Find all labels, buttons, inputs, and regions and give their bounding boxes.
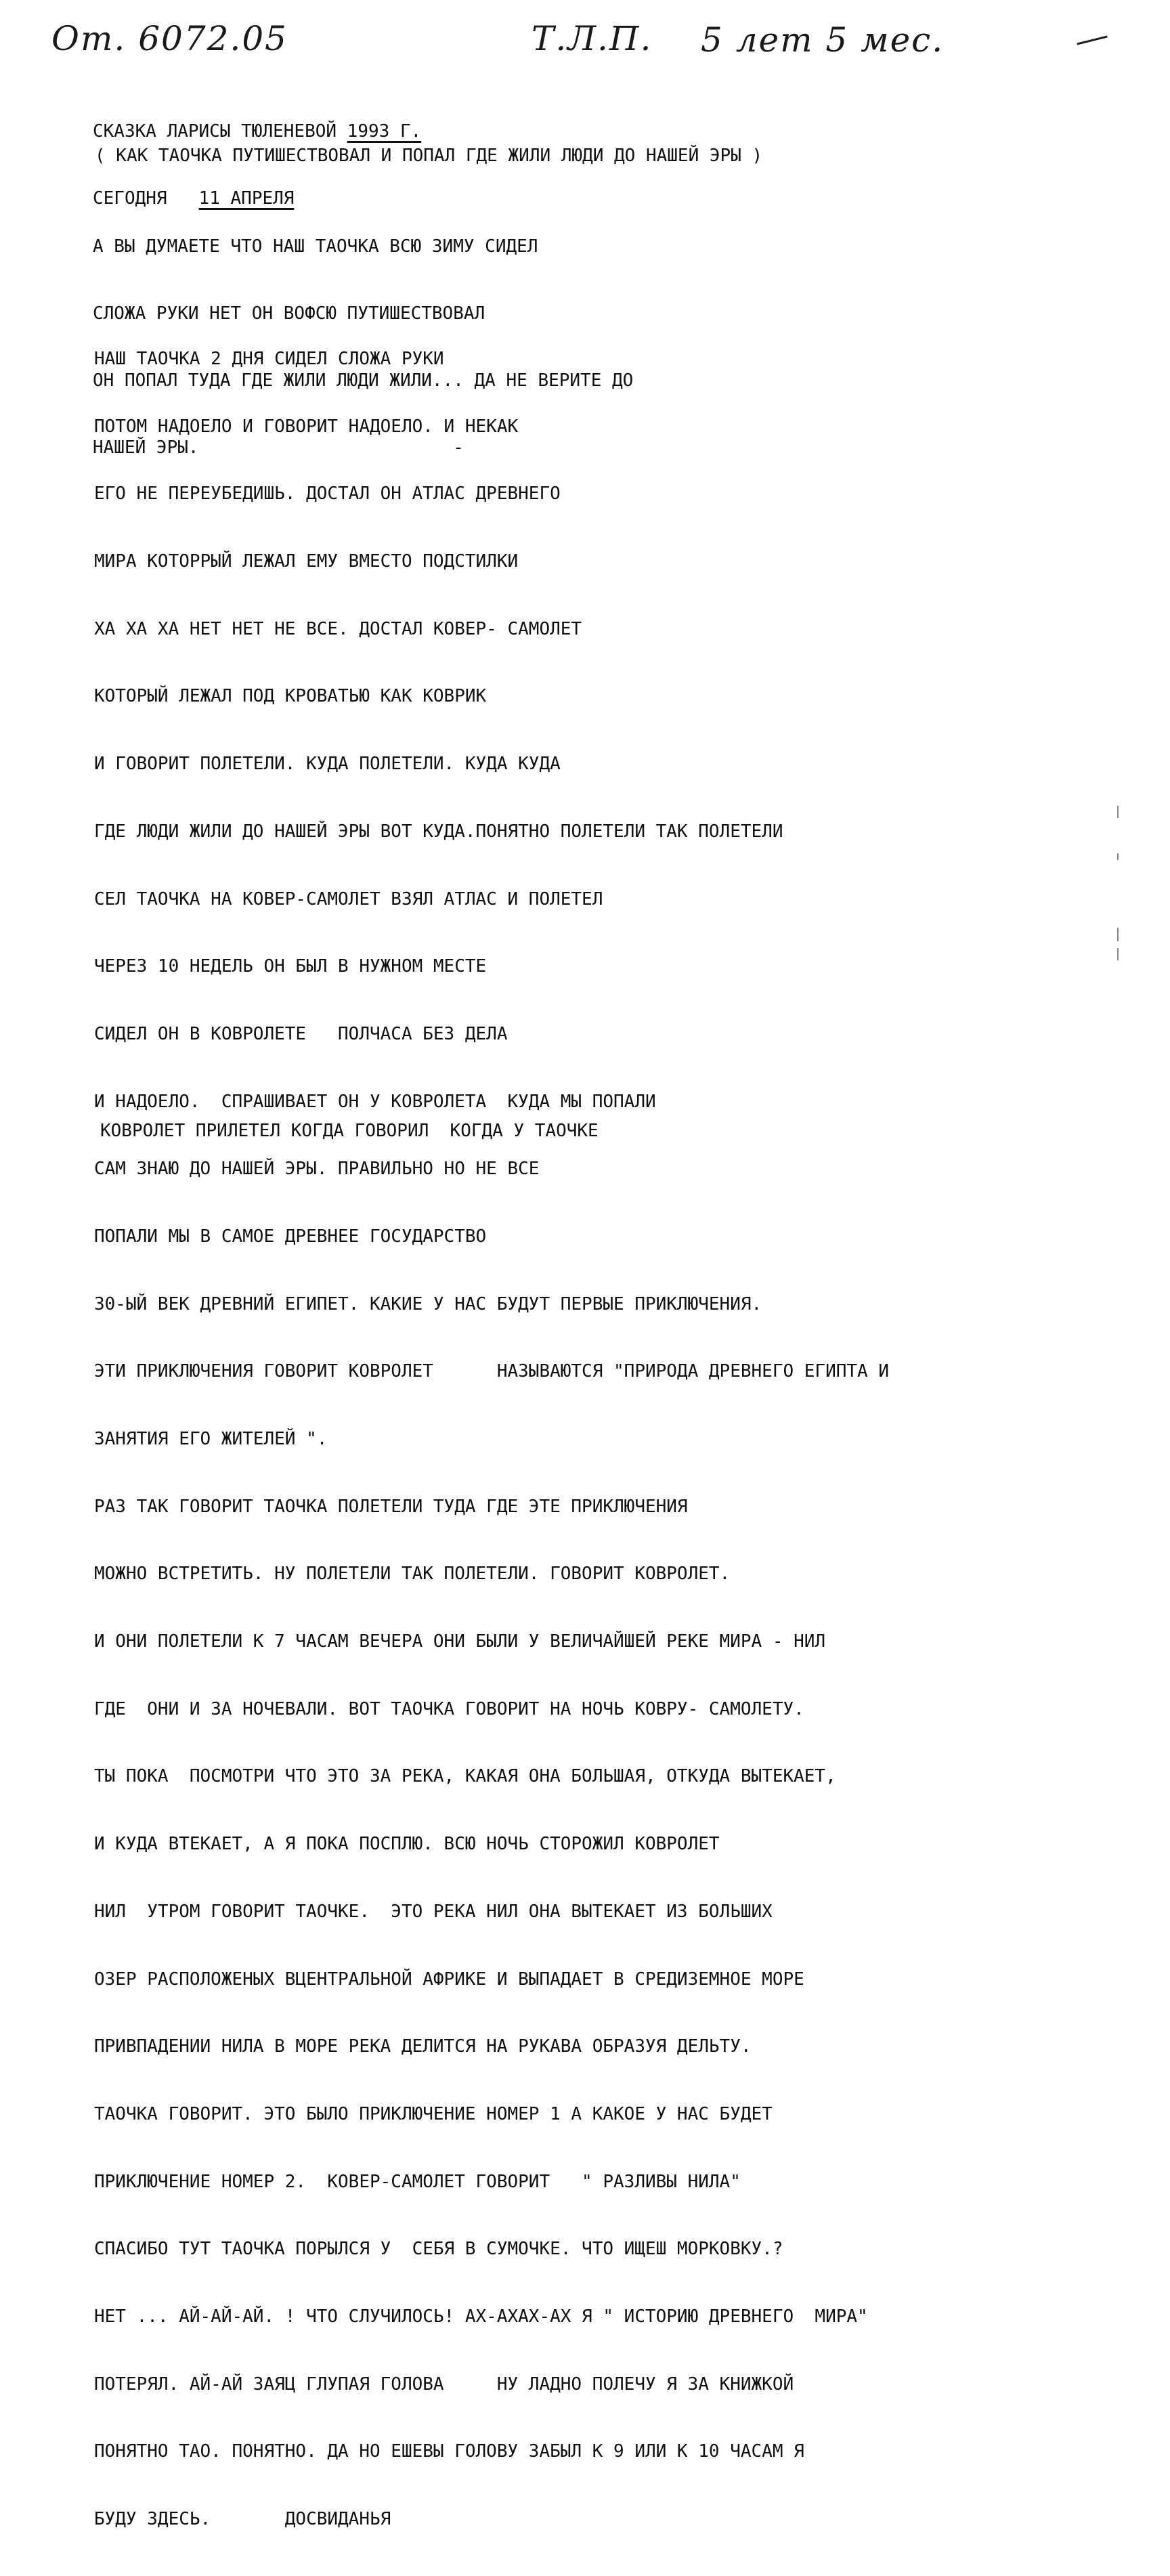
text-line: СПАСИБО ТУТ ТАОЧКА ПОРЫЛСЯ У СЕБЯ В СУМОЧКЕ. ЧТО ИЩЕШ МОРКОВКУ.? (94, 2239, 783, 2260)
handwritten-dash-mark (1077, 35, 1107, 45)
scan-mark (1117, 948, 1119, 960)
text-line: БУДУ ЗДЕСЬ. ДОСВИДАНЬЯ (94, 2509, 391, 2529)
text-line: НЕТ ... АЙ-АЙ-АЙ. ! ЧТО СЛУЧИЛОСЬ! АХ-АХАХ-АХ Я " ИСТОРИЮ ДРЕВНЕГО МИРА" (94, 2306, 868, 2327)
text-line: ПОНЯТНО ТАО. ПОНЯТНО. ДА НО ЕШЕВЫ ГОЛОВУ ЗАБЫЛ К 9 ИЛИ К 10 ЧАСАМ Я (94, 2441, 804, 2462)
scan-mark (1117, 806, 1119, 818)
text-line: ЗАНЯТИЯ ЕГО ЖИТЕЛЕЙ ". (94, 1429, 328, 1449)
text-line: СЕЛ ТАОЧКА НА КОВЕР-САМОЛЕТ ВЗЯЛ АТЛАС И ПОЛЕТЕЛ (94, 888, 603, 909)
text-line: ОЗЕР РАСПОЛОЖЕНЫХ ВЦЕНТРАЛЬНОЙ АФРИКЕ И ВЫПАДАЕТ В СРЕДИЗЕМНОЕ МОРЕ (94, 1969, 804, 1990)
text-line: МОЖНО ВСТРЕТИТЬ. НУ ПОЛЕТЕЛИ ТАК ПОЛЕТЕЛИ. ГОВОРИТ КОВРОЛЕТ. (94, 1564, 731, 1585)
story-subtitle: ( КАК ТАОЧКА ПУТИШЕСТВОВАЛ И ПОПАЛ ГДЕ ЖИЛИ ЛЮДИ ДО НАШЕЙ ЭРЫ ) (95, 146, 763, 166)
text-line: САМ ЗНАЮ ДО НАШЕЙ ЭРЫ. ПРАВИЛЬНО НО НЕ ВСЕ (94, 1159, 540, 1180)
header-date: 11 АПРЕЛЯ (198, 188, 295, 209)
text-line: СЛОЖА РУКИ НЕТ ОН ВОФСЮ ПУТИШЕСТВОВАЛ (93, 303, 485, 324)
handwritten-age: 5 лет 5 мес. (701, 20, 945, 60)
header-title-text: СКАЗКА ЛАРИСЫ ТЮЛЕНЕВОЙ (93, 121, 347, 142)
text-line: ПРИВПАДЕНИИ НИЛА В МОРЕ РЕКА ДЕЛИТСЯ НА РУКАВА ОБРАЗУЯ ДЕЛЬТУ. (94, 2036, 752, 2057)
text-line: И ГОВОРИТ ПОЛЕТЕЛИ. КУДА ПОЛЕТЕЛИ. КУДА КУДА (94, 754, 561, 775)
text-line: ПРИКЛЮЧЕНИЕ НОМЕР 2. КОВЕР-САМОЛЕТ ГОВОРИТ " РАЗЛИВЫ НИЛА" (94, 2171, 741, 2192)
text-line: НАШЕЙ ЭРЫ. - (93, 437, 464, 458)
text-line: ОН ПОПАЛ ТУДА ГДЕ ЖИЛИ ЛЮДИ ЖИЛИ... ДА НЕ ВЕРИТЕ ДО (93, 370, 634, 391)
scan-mark (1117, 928, 1119, 941)
text-line: ТАОЧКА ГОВОРИТ. ЭТО БЫЛО ПРИКЛЮЧЕНИЕ НОМЕР 1 А КАКОЕ У НАС БУДЕТ (94, 2103, 773, 2124)
text-line: ГДЕ ОНИ И ЗА НОЧЕВАЛИ. ВОТ ТАОЧКА ГОВОРИТ НА НОЧЬ КОВРУ- САМОЛЕТУ. (94, 1698, 804, 1719)
text-line: НАШ ТАОЧКА 2 ДНЯ СИДЕЛ СЛОЖА РУКИ (94, 349, 444, 369)
paragraph-3 (100, 1075, 599, 1187)
text-line: И НАДОЕЛО. СПРАШИВАЕТ ОН У КОВРОЛЕТА КУДА МЫ ПОПАЛИ (94, 1091, 656, 1112)
text-line: 30-ЫЙ ВЕК ДРЕВНИЙ ЕГИПЕТ. КАКИЕ У НАС БУДУТ ПЕРВЫЕ ПРИКЛЮЧЕНИЯ. (94, 1293, 762, 1314)
handwritten-initials: Т.Л.П. (532, 19, 653, 58)
text-line: ЕГО НЕ ПЕРЕУБЕДИШЬ. ДОСТАЛ ОН АТЛАС ДРЕВНЕГО (94, 484, 561, 505)
handwritten-archive-number: От. 6072.05 (51, 19, 288, 58)
header-year: 1993 Г. (347, 121, 422, 142)
text-line: И КУДА ВТЕКАЕТ, А Я ПОКА ПОСПЛЮ. ВСЮ НОЧЬ СТОРОЖИЛ КОВРОЛЕТ (94, 1834, 720, 1855)
text-line: ПОТОМ НАДОЕЛО И ГОВОРИТ НАДОЕЛО. И НЕКАК (94, 416, 519, 437)
text-line: РАЗ ТАК ГОВОРИТ ТАОЧКА ПОЛЕТЕЛИ ТУДА ГДЕ ЭТЕ ПРИКЛЮЧЕНИЯ (94, 1496, 688, 1517)
text-line: А ВЫ ДУМАЕТЕ ЧТО НАШ ТАОЧКА ВСЮ ЗИМУ СИДЕЛ (93, 236, 538, 257)
text-line: ЧЕРЕЗ 10 НЕДЕЛЬ ОН БЫЛ В НУЖНОМ МЕСТЕ (94, 956, 487, 977)
text-line: ГДЕ ЛЮДИ ЖИЛИ ДО НАШЕЙ ЭРЫ ВОТ КУДА.ПОНЯТНО ПОЛЕТЕЛИ ТАК ПОЛЕТЕЛИ (94, 821, 783, 842)
text-line: КОВРОЛЕТ ПРИЛЕТЕЛ КОГДА ГОВОРИЛ КОГДА У ТАОЧКЕ (100, 1121, 599, 1141)
header-date-label: СЕГОДНЯ (93, 188, 199, 209)
text-line: ТЫ ПОКА ПОСМОТРИ ЧТО ЭТО ЗА РЕКА, КАКАЯ ОНА БОЛЬШАЯ, ОТКУДА ВЫТЕКАЕТ, (94, 1766, 836, 1787)
text-line: ХА ХА ХА НЕТ НЕТ НЕ ВСЕ. ДОСТАЛ КОВЕР- САМОЛЕТ (94, 618, 582, 639)
text-line: ПОПАЛИ МЫ В САМОЕ ДРЕВНЕЕ ГОСУДАРСТВО (94, 1226, 487, 1247)
text-line: ПОТЕРЯЛ. АЙ-АЙ ЗАЯЦ ГЛУПАЯ ГОЛОВА НУ ЛАДНО ПОЛЕЧУ Я ЗА КНИЖКОЙ (94, 2374, 794, 2395)
text-line: ЭТИ ПРИКЛЮЧЕНИЯ ГОВОРИТ КОВРОЛЕТ НАЗЫВАЮТСЯ "ПРИРОДА ДРЕВНЕГО ЕГИПТА И (94, 1361, 889, 1382)
text-line: СИДЕЛ ОН В КОВРОЛЕТЕ ПОЛЧАСА БЕЗ ДЕЛА (94, 1023, 508, 1044)
header-title-line (93, 121, 421, 143)
text-line: КОТОРЫЙ ЛЕЖАЛ ПОД КРОВАТЬЮ КАК КОВРИК (94, 686, 487, 707)
text-line: НИЛ УТРОМ ГОВОРИТ ТАОЧКЕ. ЭТО РЕКА НИЛ ОНА ВЫТЕКАЕТ ИЗ БОЛЬШИХ (94, 1901, 773, 1922)
text-line: И ОНИ ПОЛЕТЕЛИ К 7 ЧАСАМ ВЕЧЕРА ОНИ БЫЛИ У ВЕЛИЧАЙШЕЙ РЕКЕ МИРА - НИЛ (94, 1631, 826, 1652)
scan-mark (1117, 853, 1119, 860)
paragraph-2 (94, 303, 889, 2576)
text-line: МИРА КОТОРРЫЙ ЛЕЖАЛ ЕМУ ВМЕСТО ПОДСТИЛКИ (94, 551, 519, 572)
